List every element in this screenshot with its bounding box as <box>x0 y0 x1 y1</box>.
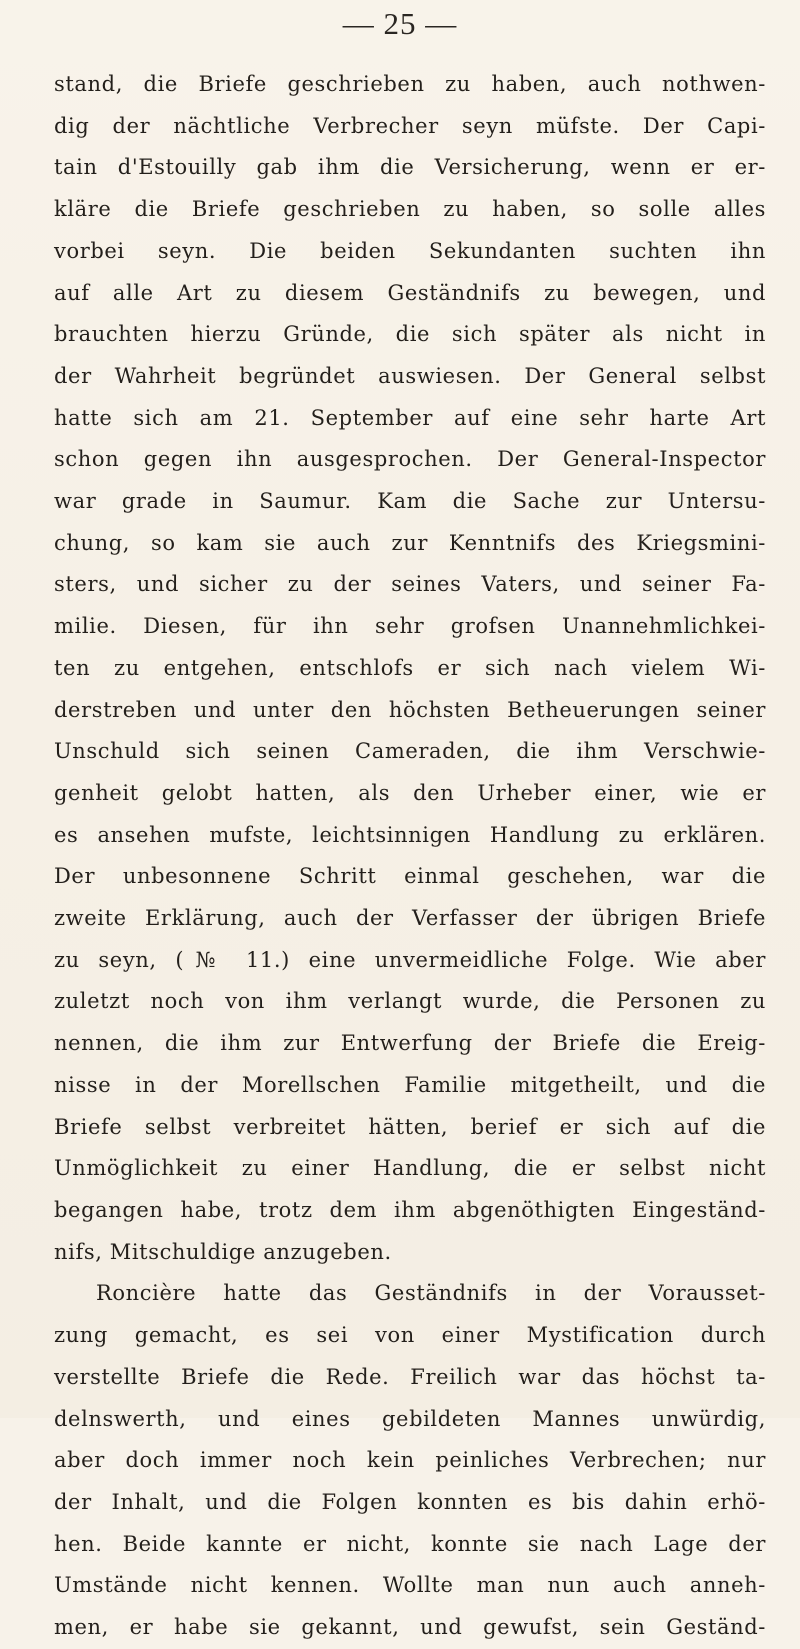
body-text <box>54 64 766 1649</box>
text-line: ten zu entgehen, entschlofs er sich nach vielem Wi- <box>54 655 766 680</box>
text-line: es ansehen mufste, leichtsinnigen Handlung zu erklären. <box>54 822 766 847</box>
text-line: derstreben und unter den höchsten Betheuerungen seiner <box>54 697 766 722</box>
text-line: tain d'Estouilly gab ihm die Versicherung, wenn er er- <box>54 155 766 180</box>
text-line: zweite Erklärung, auch der Verfasser der übrigen Briefe <box>54 906 766 931</box>
text-line: men, er habe sie gekannt, und gewufst, sein Geständ- <box>54 1615 766 1640</box>
text-line: Unschuld sich seinen Cameraden, die ihm Verschwie- <box>54 739 766 764</box>
paragraph-start-line: Roncière hatte das Geständnifs in der Vorausset- <box>96 1281 766 1306</box>
text-line: stand, die Briefe geschrieben zu haben, auch nothwen- <box>54 72 766 96</box>
text-line: genheit gelobt hatten, als den Urheber einer, wie er <box>54 780 766 805</box>
text-line: vorbei seyn. Die beiden Sekundanten suchten ihn <box>54 238 766 263</box>
text-line: hatte sich am 21. September auf eine sehr harte Art <box>54 405 766 430</box>
text-line: schon gegen ihn ausgesprochen. Der General-Inspector <box>54 447 766 472</box>
text-line: war grade in Saumur. Kam die Sache zur Untersu- <box>54 489 766 514</box>
text-line: aber doch immer noch kein peinliches Verbrechen; nur <box>54 1448 766 1473</box>
text-line: chung, so kam sie auch zur Kenntnifs des Kriegsmini- <box>54 530 766 555</box>
text-line: Umstände nicht kennen. Wollte man nun auch anneh- <box>54 1573 766 1598</box>
text-line: Der unbesonnene Schritt einmal geschehen, war die <box>54 864 766 889</box>
text-line: hen. Beide kannte er nicht, konnte sie nach Lage der <box>54 1531 766 1556</box>
text-line: zuletzt noch von ihm verlangt wurde, die Personen zu <box>54 989 766 1014</box>
text-line: auf alle Art zu diesem Geständnifs zu bewegen, und <box>54 280 766 305</box>
text-line: Briefe selbst verbreitet hätten, berief er sich auf die <box>54 1114 766 1139</box>
page-number: — 25 — <box>342 6 458 41</box>
text-line: Unmöglichkeit zu einer Handlung, die er selbst nicht <box>54 1156 766 1181</box>
text-line: begangen habe, trotz dem ihm abgenöthigten Eingeständ- <box>54 1197 766 1222</box>
text-line: kläre die Briefe geschrieben zu haben, so solle alles <box>54 197 766 222</box>
text-line: nennen, die ihm zur Entwerfung der Briefe die Ereig- <box>54 1031 766 1056</box>
text-line: verstellte Briefe die Rede. Freilich war das höchst ta- <box>54 1364 766 1389</box>
text-line: milie. Diesen, für ihn sehr grofsen Unannehmlichkei- <box>54 614 766 639</box>
text-line: zu seyn, (№ 11.) eine unvermeidliche Folge. Wie aber <box>54 947 766 972</box>
text-line: dig der nächtliche Verbrecher seyn müfste. Der Capi- <box>54 113 766 138</box>
text-line: delnswerth, und eines gebildeten Mannes unwürdig, <box>54 1406 766 1431</box>
text-line: der Wahrheit begründet auswiesen. Der General selbst <box>54 363 766 388</box>
paragraph-end-line: nifs, Mitschuldige anzugeben. <box>54 1239 392 1264</box>
text-line: der Inhalt, und die Folgen konnten es bis dahin erhö- <box>54 1489 766 1514</box>
text-line: brauchten hierzu Gründe, die sich später als nicht in <box>54 322 766 347</box>
text-line: zung gemacht, es sei von einer Mystification durch <box>54 1323 766 1348</box>
text-line: sters, und sicher zu der seines Vaters, und seiner Fa- <box>54 572 766 597</box>
text-line: nisse in der Morellschen Familie mitgetheilt, und die <box>54 1072 766 1097</box>
